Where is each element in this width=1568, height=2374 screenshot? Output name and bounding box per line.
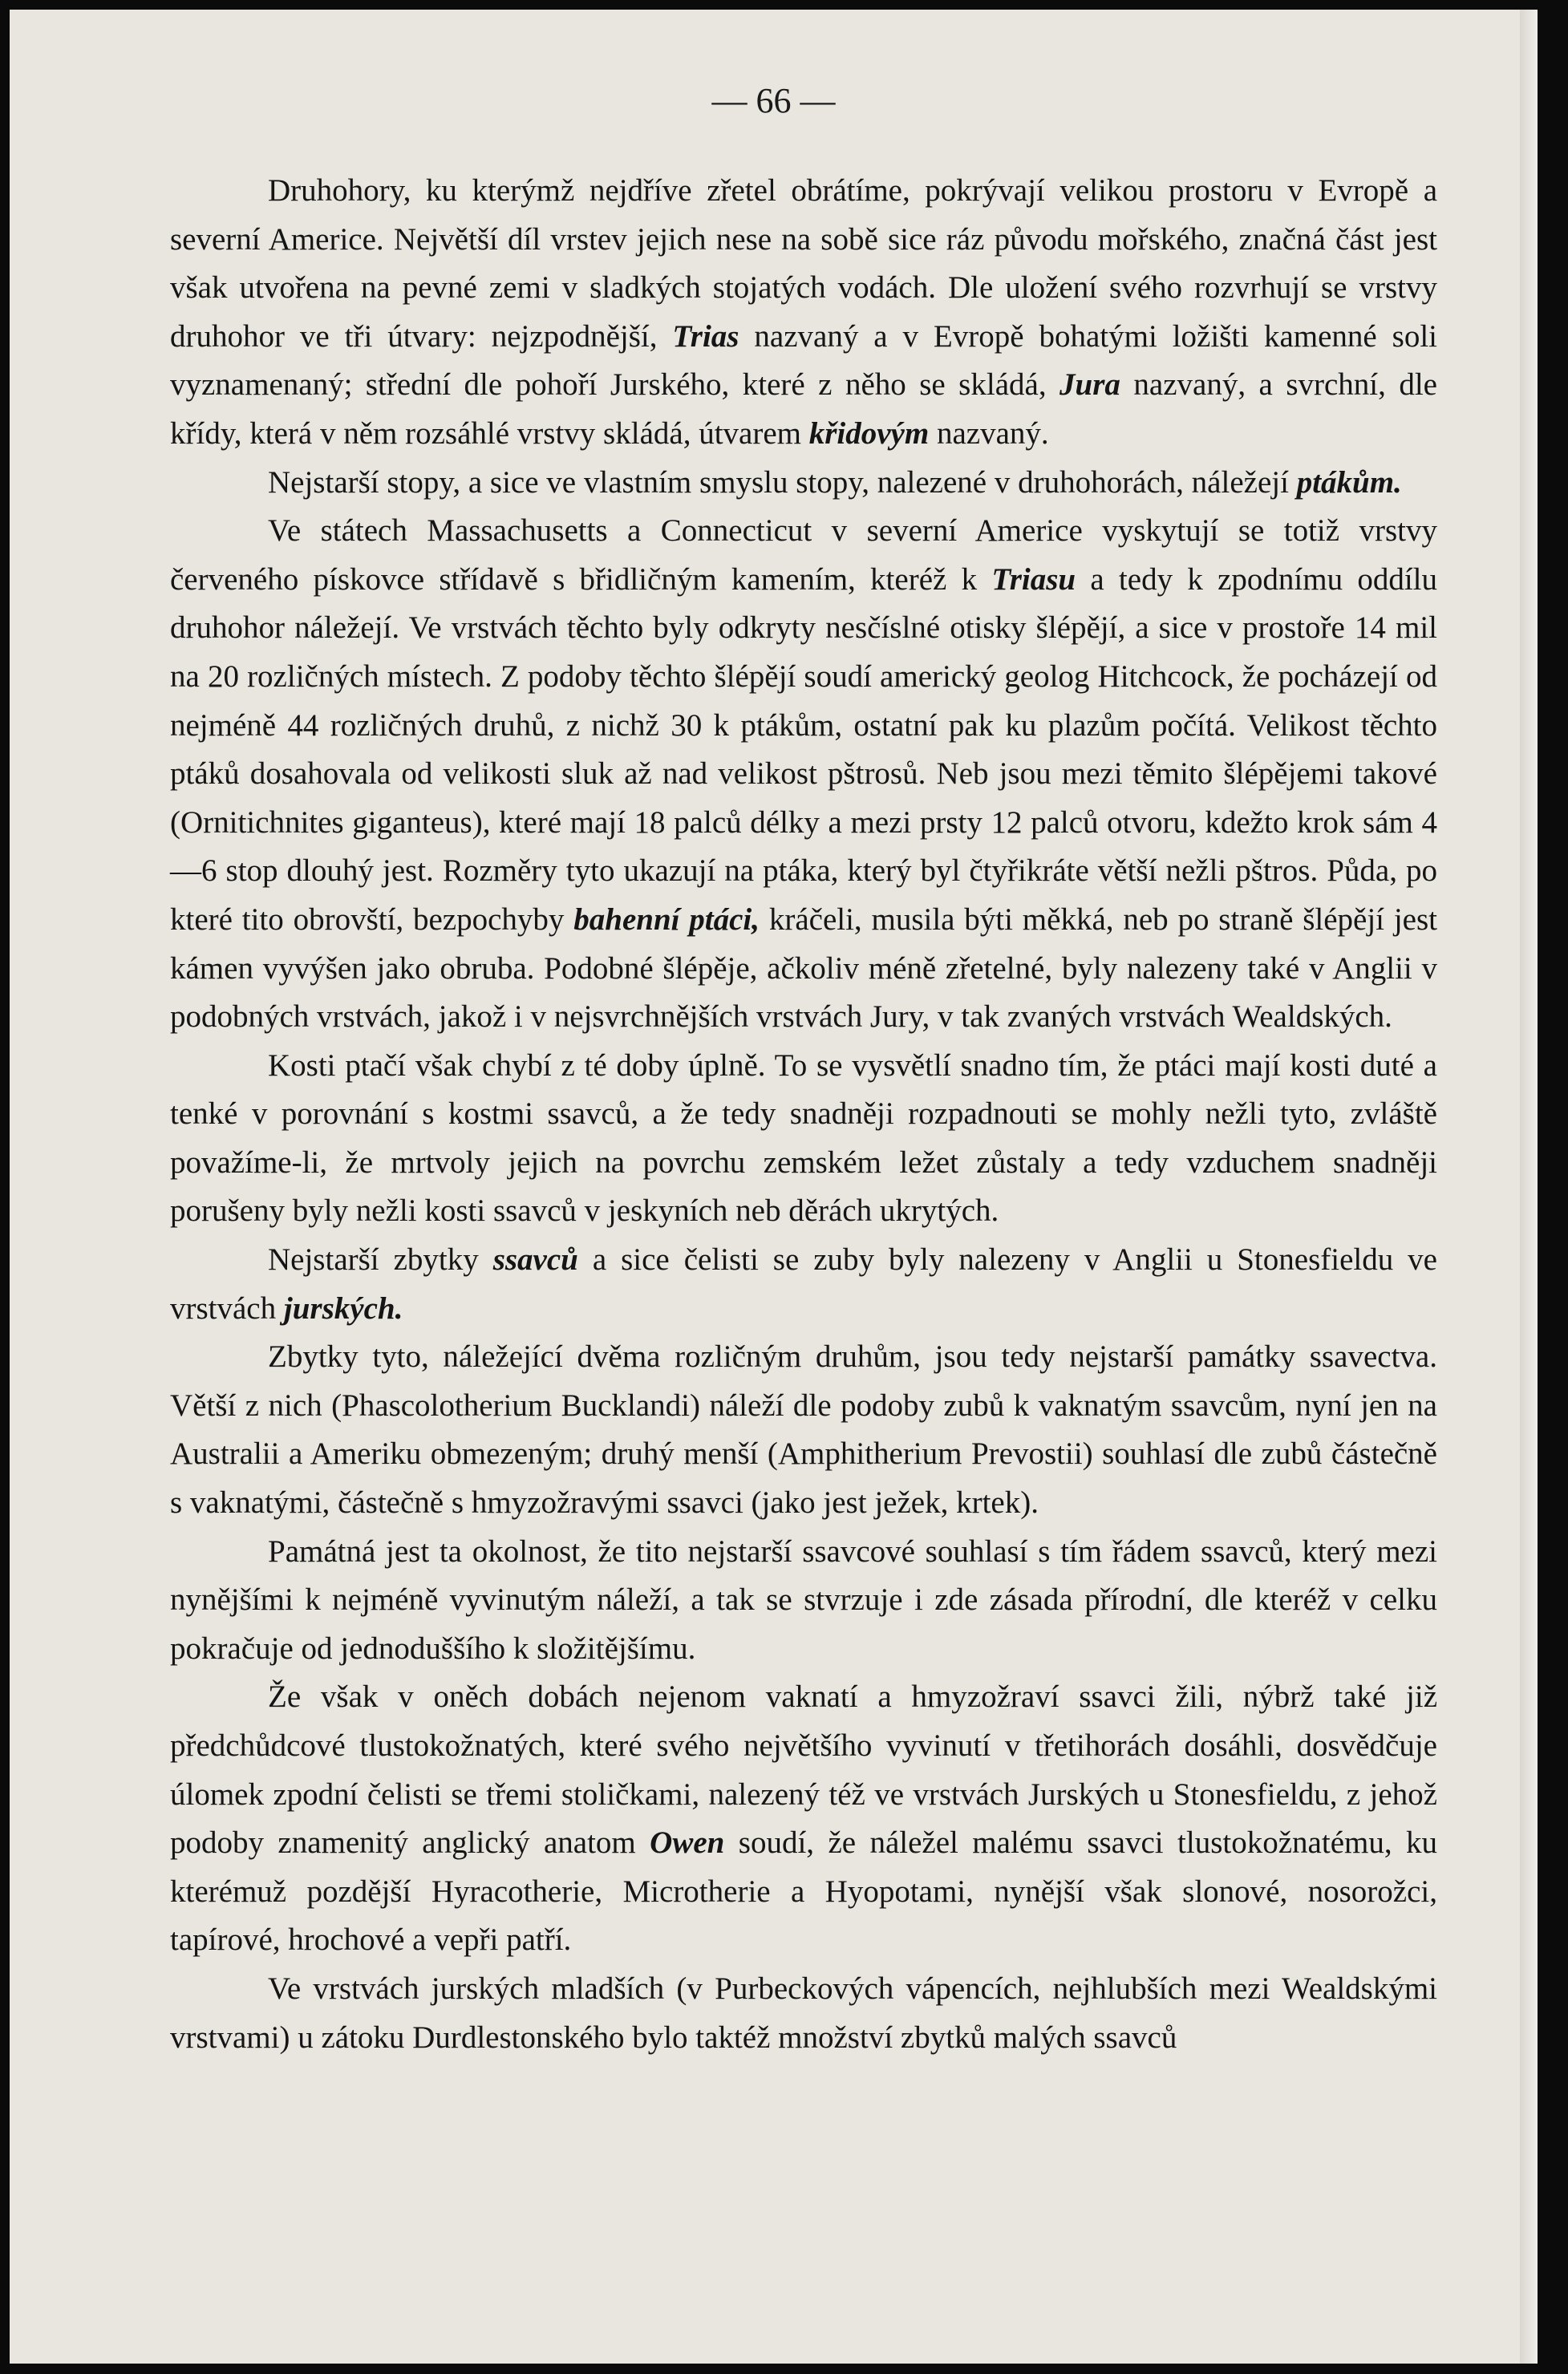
term-kridovym: křidovým	[808, 415, 930, 451]
term-jura: Jura	[1060, 367, 1120, 403]
name-owen: Owen	[650, 1825, 725, 1861]
term-triasu: Triasu	[991, 561, 1076, 597]
term-ssavcu: ssavců	[492, 1242, 578, 1278]
paragraph-zbytky-ssavcu: Nejstarší zbytky ssavců a sice čelisti se zuby byly nalezeny v Anglii u Stonesfieldu ve vrstvách jurských.	[170, 1242, 1437, 1326]
term-trias: Trias	[672, 318, 739, 354]
paragraph-stopy: Nejstarší stopy, a sice ve vlastním smyslu stopy, nalezené v druhohorách, náležejí ptákům.	[268, 464, 1402, 500]
term-jurskych: jurských.	[283, 1290, 403, 1326]
book-page	[10, 10, 1538, 2364]
page-edge	[1520, 10, 1538, 2364]
paragraph-purbeck: Ve vrstvách jurských mladších (v Purbeckových vápencích, nejhlubších mezi Wealdskými vrstvami) u zátoku Durdlestonského bylo taktéž množství zbytků malých ssavců	[170, 1971, 1437, 2055]
paragraph-pamatna: Památná jest ta okolnost, že tito nejstarší ssavcové souhlasí s tím řádem ssavců, který mezi nynějšími k nejméně vyvinutým náleží, a tak se stvrzuje i zde zásada přírodní, dle kteréž v celku pokračuje od jednoduššího k složitějšímu.	[170, 1533, 1437, 1666]
page-number: — 66 —	[711, 81, 836, 120]
page-body	[170, 167, 1437, 2062]
paragraph-pamatky: Zbytky tyto, náležející dvěma rozličným druhům, jsou tedy nejstarší památky ssavectva. Větší z nich (Phascolotherium Bucklandi) náleží dle podoby zubů k vaknatým ssavcům, nyní jen na Australii a Ameriku obmezeným; druhý menší (Amphitherium Prevostii) souhlasí dle zubů částečně s vaknatými, částečně s hmyzožravými ssavci (jako jest ježek, krtek).	[170, 1339, 1437, 1521]
paragraph-massachusetts: Ve státech Massachusetts a Connecticut v severní Americe vyskytují se totiž vrstvy červeného pískovce střídavě s břidličným kamením, kteréž k Triasu a tedy k zpodnímu oddílu druhohor náležejí. Ve vrstvách těchto byly odkryty nesčíslné otisky šlépějí, a sice v prostoře 14 mil na 20 rozličných místech. Z podoby těchto šlépějí soudí americký geolog Hitchcock, že pocházejí od nejméně 44 rozličných druhů, z nichž 30 k ptákům, ostatní pak ku plazům počítá. Velikost těchto ptáků dosahovala od velikosti sluk až nad velikost pštrosů. Neb jsou mezi těmito šlépějemi takové (Ornitichnites giganteus), které mají 18 palců délky a mezi prsty 12 palců otvoru, kdežto krok sám 4—6 stop dlouhý jest. Rozměry tyto ukazují na ptáka, který byl čtyřikráte větší nežli pštros. Půda, po které tito obrovští, bezpochyby bahenní ptáci, kráčeli, musila býti měkká, neb po straně šlépějí jest kámen vyvýšen jako obruba. Podobné šlépěje, ačkoliv méně zřetelné, byly nalezeny také v Anglii v podobných vrstvách, jakož i v nejsvrchnějších vrstvách Jury, v tak zvaných vrstvách Wealdských.	[170, 513, 1438, 1035]
term-ptakum: ptákům.	[1296, 464, 1402, 500]
paragraph-druhohory: Druhohory, ku kterýmž nejdříve zřetel obrátíme, pokrývají velikou prostoru v Evropě a severní Americe. Největší díl vrstev jejich nese na sobě sice ráz původu mořského, značná část jest však utvořena na pevné zemi v sladkých stojatých vodách. Dle uložení svého rozvrhují se vrstvy druhohor ve tři útvary: nejzpodnější, Trias nazvaný a v Evropě bohatými ložišti kamenné soli vyznamenaný; střední dle pohoří Jurského, které z něho se skládá, Jura nazvaný, a svrchní, dle křídy, která v něm rozsáhlé vrstvy skládá, útvarem křidovým nazvaný.	[170, 173, 1437, 451]
paragraph-predchudcove: Že však v oněch dobách nejenom vaknatí a hmyzožraví ssavci žili, nýbrž také již předchůdcové tlustokožnatých, které svého největšího vyvinutí v třetihorách dosáhli, dosvědčuje úlomek zpodní čelisti se třemi stoličkami, nalezený též ve vrstvách Jurských u Stonesfieldu, z jehož podoby znamenitý anglický anatom Owen soudí, že náležel malému ssavci tlustokožnatému, ku kterémuž pozdější Hyracotherie, Microtherie a Hyopotami, nynější však slonové, nosorožci, tapírové, hrochové a vepři patří.	[170, 1679, 1437, 1958]
paragraph-kosti: Kosti ptačí však chybí z té doby úplně. To se vysvětlí snadno tím, že ptáci mají kosti duté a tenké v porovnání s kostmi ssavců, a že tedy snadněji rozpadnouti se mohly nežli tyto, zvláště považíme-li, že mrtvoly jejich na povrchu zemském ležet zůstaly a tedy vzduchem snadněji porušeny byly nežli kosti ssavců v jeskyních neb děrách ukrytých.	[170, 1047, 1437, 1229]
term-bahenni-ptaci: bahenní ptáci,	[573, 901, 760, 937]
